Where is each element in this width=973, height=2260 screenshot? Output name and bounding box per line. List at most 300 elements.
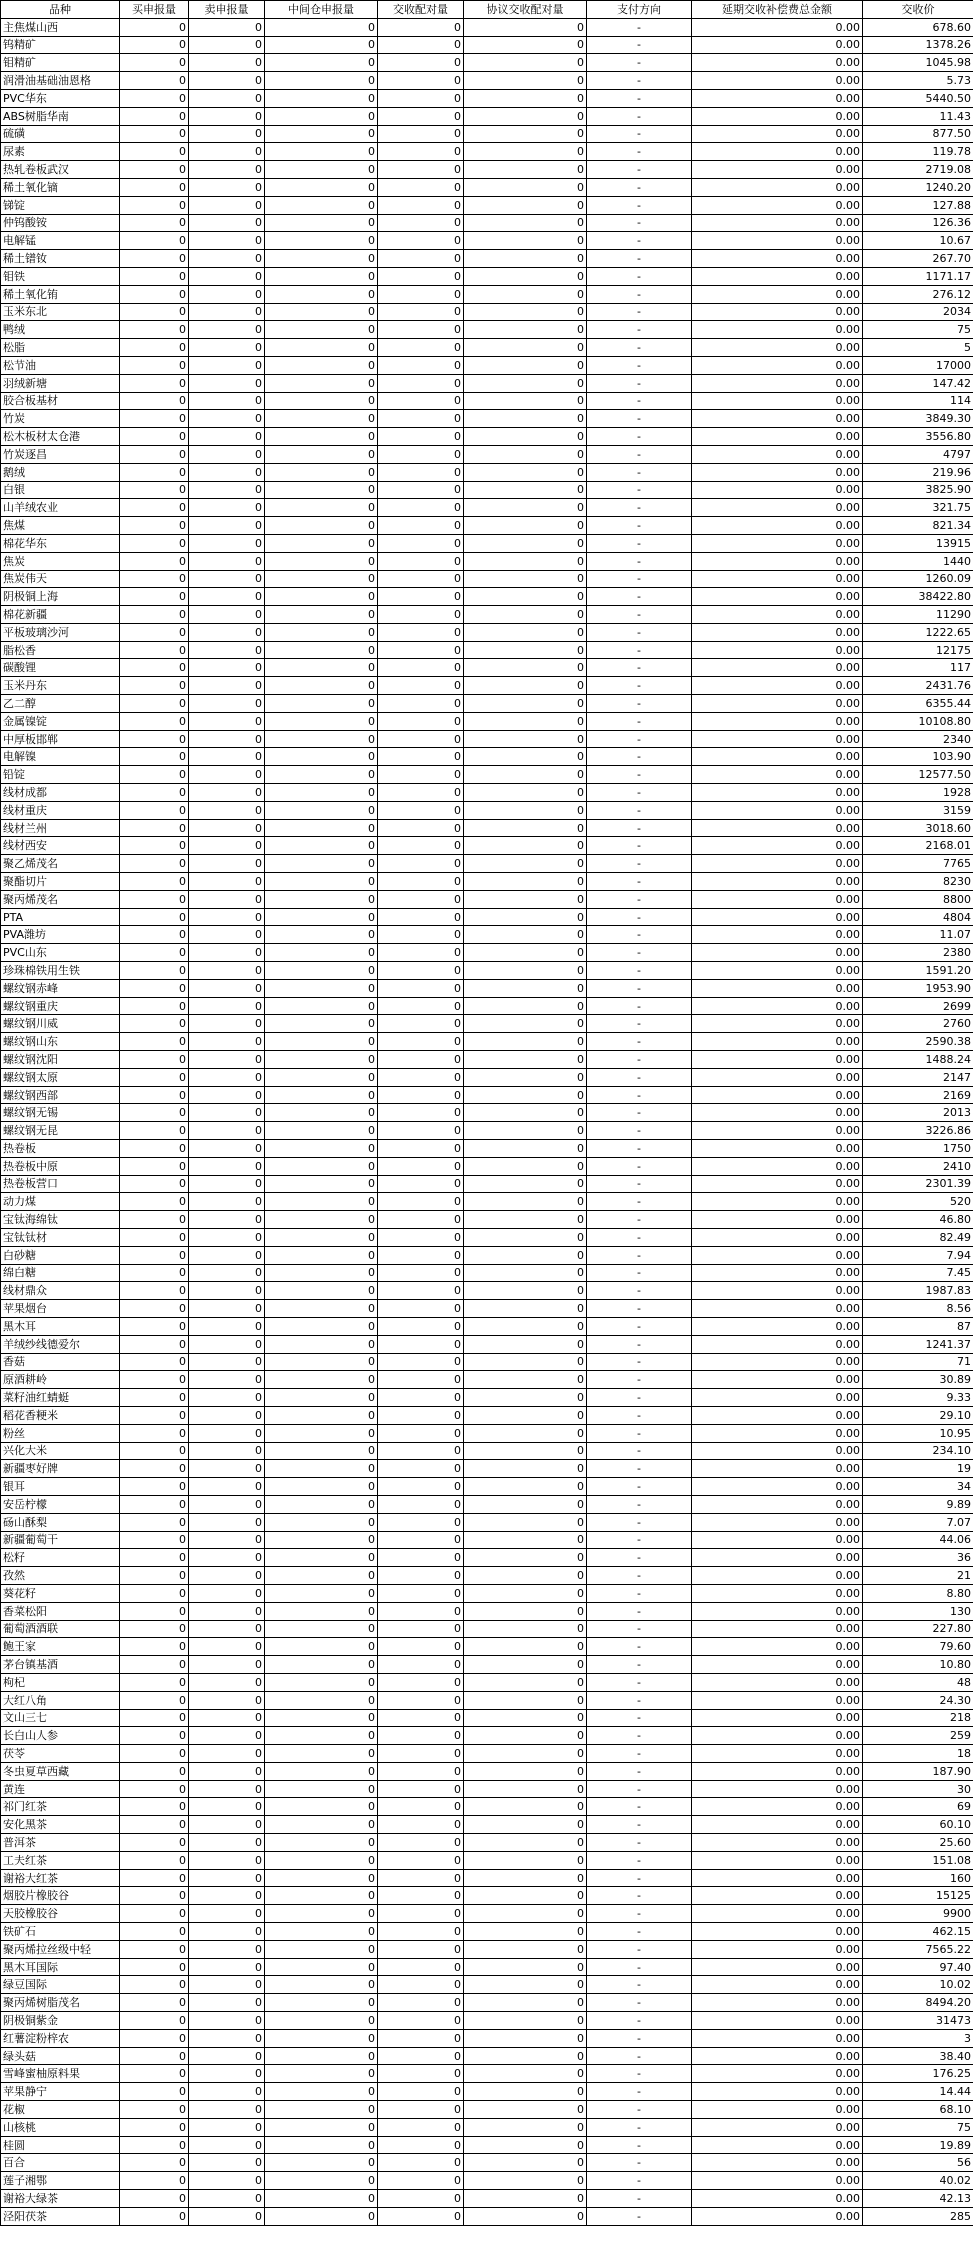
- cell-payment-direction: -: [587, 2029, 692, 2047]
- cell-deferred-compensation: 0.00: [692, 1033, 863, 1051]
- table-row: [1, 2083, 973, 2101]
- cell-variety: 螺纹钢重庆: [1, 997, 120, 1015]
- cell-delivery-matched: 0: [378, 1620, 464, 1638]
- cell-payment-direction: -: [587, 1887, 692, 1905]
- cell-agreement-matched: 0: [464, 1068, 587, 1086]
- cell-variety: 宝钛海绵钛: [1, 1211, 120, 1229]
- cell-buy-declared: 0: [120, 944, 189, 962]
- cell-intermediate-declared: 0: [265, 2136, 378, 2154]
- cell-agreement-matched: 0: [464, 356, 587, 374]
- cell-delivery-matched: 0: [378, 695, 464, 713]
- cell-intermediate-declared: 0: [265, 1086, 378, 1104]
- cell-intermediate-declared: 0: [265, 481, 378, 499]
- cell-delivery-matched: 0: [378, 570, 464, 588]
- cell-agreement-matched: 0: [464, 570, 587, 588]
- cell-delivery-price: 75: [863, 321, 973, 339]
- cell-delivery-price: 1171.17: [863, 267, 973, 285]
- cell-delivery-price: 1440: [863, 552, 973, 570]
- cell-sell-declared: 0: [189, 89, 265, 107]
- table-row: [1, 1104, 973, 1122]
- cell-delivery-matched: 0: [378, 232, 464, 250]
- cell-deferred-compensation: 0.00: [692, 89, 863, 107]
- cell-payment-direction: -: [587, 1086, 692, 1104]
- cell-buy-declared: 0: [120, 1780, 189, 1798]
- table-row: [1, 1495, 973, 1513]
- cell-sell-declared: 0: [189, 356, 265, 374]
- cell-sell-declared: 0: [189, 908, 265, 926]
- cell-delivery-price: 2410: [863, 1157, 973, 1175]
- cell-intermediate-declared: 0: [265, 250, 378, 268]
- cell-agreement-matched: 0: [464, 1709, 587, 1727]
- cell-buy-declared: 0: [120, 1584, 189, 1602]
- table-row: [1, 161, 973, 179]
- cell-buy-declared: 0: [120, 1104, 189, 1122]
- cell-variety: 绿豆国际: [1, 1976, 120, 1994]
- cell-sell-declared: 0: [189, 1264, 265, 1282]
- cell-payment-direction: -: [587, 962, 692, 980]
- cell-delivery-matched: 0: [378, 677, 464, 695]
- cell-agreement-matched: 0: [464, 944, 587, 962]
- cell-variety: PVC山东: [1, 944, 120, 962]
- cell-agreement-matched: 0: [464, 2154, 587, 2172]
- cell-intermediate-declared: 0: [265, 410, 378, 428]
- cell-variety: 苹果烟台: [1, 1300, 120, 1318]
- table-row: [1, 196, 973, 214]
- cell-payment-direction: -: [587, 1068, 692, 1086]
- cell-delivery-matched: 0: [378, 1673, 464, 1691]
- col-header-buy-declared: 买申报量: [120, 1, 189, 19]
- cell-intermediate-declared: 0: [265, 1406, 378, 1424]
- table-row: [1, 2065, 973, 2083]
- cell-delivery-price: 8.56: [863, 1300, 973, 1318]
- cell-delivery-matched: 0: [378, 1691, 464, 1709]
- cell-agreement-matched: 0: [464, 1122, 587, 1140]
- cell-deferred-compensation: 0.00: [692, 321, 863, 339]
- cell-payment-direction: -: [587, 463, 692, 481]
- cell-sell-declared: 0: [189, 926, 265, 944]
- cell-delivery-matched: 0: [378, 1282, 464, 1300]
- cell-sell-declared: 0: [189, 178, 265, 196]
- cell-variety: 羊绒纱线德爱尔: [1, 1335, 120, 1353]
- cell-delivery-matched: 0: [378, 1851, 464, 1869]
- cell-delivery-matched: 0: [378, 143, 464, 161]
- cell-delivery-matched: 0: [378, 161, 464, 179]
- cell-delivery-matched: 0: [378, 1228, 464, 1246]
- table-row: [1, 979, 973, 997]
- cell-deferred-compensation: 0.00: [692, 1620, 863, 1638]
- cell-delivery-matched: 0: [378, 766, 464, 784]
- cell-buy-declared: 0: [120, 659, 189, 677]
- cell-payment-direction: -: [587, 766, 692, 784]
- cell-intermediate-declared: 0: [265, 784, 378, 802]
- cell-buy-declared: 0: [120, 517, 189, 535]
- cell-deferred-compensation: 0.00: [692, 2207, 863, 2225]
- cell-buy-declared: 0: [120, 445, 189, 463]
- cell-deferred-compensation: 0.00: [692, 445, 863, 463]
- cell-agreement-matched: 0: [464, 1780, 587, 1798]
- cell-buy-declared: 0: [120, 873, 189, 891]
- cell-delivery-matched: 0: [378, 285, 464, 303]
- cell-agreement-matched: 0: [464, 1869, 587, 1887]
- cell-delivery-price: 1378.26: [863, 36, 973, 54]
- cell-delivery-price: 3556.80: [863, 428, 973, 446]
- cell-sell-declared: 0: [189, 659, 265, 677]
- cell-sell-declared: 0: [189, 1923, 265, 1941]
- cell-variety: 聚乙烯茂名: [1, 855, 120, 873]
- cell-intermediate-declared: 0: [265, 1531, 378, 1549]
- cell-variety: 香菜松阳: [1, 1602, 120, 1620]
- cell-deferred-compensation: 0.00: [692, 517, 863, 535]
- cell-delivery-matched: 0: [378, 1940, 464, 1958]
- cell-delivery-price: 8.80: [863, 1584, 973, 1602]
- cell-agreement-matched: 0: [464, 979, 587, 997]
- cell-sell-declared: 0: [189, 677, 265, 695]
- table-row: [1, 303, 973, 321]
- table-row: [1, 944, 973, 962]
- cell-deferred-compensation: 0.00: [692, 1371, 863, 1389]
- cell-payment-direction: -: [587, 1673, 692, 1691]
- cell-payment-direction: -: [587, 606, 692, 624]
- cell-delivery-matched: 0: [378, 801, 464, 819]
- cell-delivery-matched: 0: [378, 748, 464, 766]
- cell-delivery-price: 1953.90: [863, 979, 973, 997]
- cell-deferred-compensation: 0.00: [692, 712, 863, 730]
- cell-payment-direction: -: [587, 54, 692, 72]
- cell-variety: 棉花新疆: [1, 606, 120, 624]
- cell-intermediate-declared: 0: [265, 267, 378, 285]
- cell-buy-declared: 0: [120, 570, 189, 588]
- cell-variety: 新疆葡萄干: [1, 1531, 120, 1549]
- cell-agreement-matched: 0: [464, 1406, 587, 1424]
- cell-variety: 螺纹钢沈阳: [1, 1051, 120, 1069]
- table-row: [1, 410, 973, 428]
- cell-sell-declared: 0: [189, 214, 265, 232]
- table-row: [1, 1406, 973, 1424]
- cell-deferred-compensation: 0.00: [692, 801, 863, 819]
- table-row: [1, 250, 973, 268]
- cell-delivery-price: 219.96: [863, 463, 973, 481]
- cell-agreement-matched: 0: [464, 54, 587, 72]
- cell-intermediate-declared: 0: [265, 214, 378, 232]
- cell-payment-direction: -: [587, 72, 692, 90]
- cell-intermediate-declared: 0: [265, 178, 378, 196]
- cell-agreement-matched: 0: [464, 1424, 587, 1442]
- cell-payment-direction: -: [587, 2136, 692, 2154]
- cell-buy-declared: 0: [120, 552, 189, 570]
- cell-intermediate-declared: 0: [265, 1460, 378, 1478]
- table-row: [1, 1869, 973, 1887]
- cell-deferred-compensation: 0.00: [692, 926, 863, 944]
- table-row: [1, 143, 973, 161]
- cell-variety: 安岳柠檬: [1, 1495, 120, 1513]
- cell-buy-declared: 0: [120, 1353, 189, 1371]
- cell-payment-direction: -: [587, 2047, 692, 2065]
- cell-agreement-matched: 0: [464, 410, 587, 428]
- cell-agreement-matched: 0: [464, 1851, 587, 1869]
- col-header-agreement-matched: 协议交收配对量: [464, 1, 587, 19]
- cell-payment-direction: -: [587, 196, 692, 214]
- cell-payment-direction: -: [587, 1531, 692, 1549]
- cell-deferred-compensation: 0.00: [692, 178, 863, 196]
- cell-variety: 碳酸锂: [1, 659, 120, 677]
- cell-payment-direction: -: [587, 2065, 692, 2083]
- table-row: [1, 801, 973, 819]
- cell-delivery-price: 7.45: [863, 1264, 973, 1282]
- cell-deferred-compensation: 0.00: [692, 1068, 863, 1086]
- cell-buy-declared: 0: [120, 1068, 189, 1086]
- cell-delivery-price: 48: [863, 1673, 973, 1691]
- cell-delivery-price: 97.40: [863, 1958, 973, 1976]
- cell-payment-direction: -: [587, 1424, 692, 1442]
- cell-agreement-matched: 0: [464, 659, 587, 677]
- cell-sell-declared: 0: [189, 890, 265, 908]
- table-row: [1, 374, 973, 392]
- cell-payment-direction: -: [587, 1869, 692, 1887]
- cell-delivery-matched: 0: [378, 1122, 464, 1140]
- cell-buy-declared: 0: [120, 1246, 189, 1264]
- cell-payment-direction: -: [587, 570, 692, 588]
- cell-delivery-matched: 0: [378, 1602, 464, 1620]
- cell-buy-declared: 0: [120, 1531, 189, 1549]
- cell-variety: PVC华东: [1, 89, 120, 107]
- cell-delivery-price: 227.80: [863, 1620, 973, 1638]
- cell-payment-direction: -: [587, 712, 692, 730]
- cell-delivery-matched: 0: [378, 463, 464, 481]
- cell-intermediate-declared: 0: [265, 908, 378, 926]
- cell-agreement-matched: 0: [464, 1656, 587, 1674]
- cell-buy-declared: 0: [120, 1834, 189, 1852]
- cell-intermediate-declared: 0: [265, 1478, 378, 1496]
- table-row: [1, 2154, 973, 2172]
- table-row: [1, 1816, 973, 1834]
- cell-buy-declared: 0: [120, 1958, 189, 1976]
- cell-payment-direction: -: [587, 1495, 692, 1513]
- cell-variety: 线材成都: [1, 784, 120, 802]
- cell-deferred-compensation: 0.00: [692, 944, 863, 962]
- table-row: [1, 819, 973, 837]
- cell-delivery-price: 462.15: [863, 1923, 973, 1941]
- table-row: [1, 855, 973, 873]
- cell-variety: 焦炭: [1, 552, 120, 570]
- cell-payment-direction: -: [587, 339, 692, 357]
- cell-delivery-price: 36: [863, 1549, 973, 1567]
- cell-delivery-matched: 0: [378, 2029, 464, 2047]
- cell-deferred-compensation: 0.00: [692, 1015, 863, 1033]
- table-row: [1, 1300, 973, 1318]
- cell-deferred-compensation: 0.00: [692, 2101, 863, 2119]
- cell-sell-declared: 0: [189, 1549, 265, 1567]
- cell-delivery-matched: 0: [378, 303, 464, 321]
- table-row: [1, 1567, 973, 1585]
- cell-delivery-price: 259: [863, 1727, 973, 1745]
- cell-payment-direction: -: [587, 1745, 692, 1763]
- table-row: [1, 1638, 973, 1656]
- cell-agreement-matched: 0: [464, 2065, 587, 2083]
- cell-delivery-price: 130: [863, 1602, 973, 1620]
- cell-intermediate-declared: 0: [265, 2172, 378, 2190]
- cell-sell-declared: 0: [189, 285, 265, 303]
- cell-agreement-matched: 0: [464, 1140, 587, 1158]
- cell-intermediate-declared: 0: [265, 1140, 378, 1158]
- cell-payment-direction: -: [587, 250, 692, 268]
- col-header-variety: 品种: [1, 1, 120, 19]
- cell-buy-declared: 0: [120, 2118, 189, 2136]
- cell-intermediate-declared: 0: [265, 2154, 378, 2172]
- cell-agreement-matched: 0: [464, 1940, 587, 1958]
- cell-delivery-price: 30.89: [863, 1371, 973, 1389]
- cell-delivery-price: 5440.50: [863, 89, 973, 107]
- cell-delivery-matched: 0: [378, 1762, 464, 1780]
- cell-intermediate-declared: 0: [265, 1958, 378, 1976]
- cell-sell-declared: 0: [189, 392, 265, 410]
- cell-agreement-matched: 0: [464, 623, 587, 641]
- cell-delivery-price: 13915: [863, 534, 973, 552]
- cell-payment-direction: -: [587, 2154, 692, 2172]
- cell-variety: 孜然: [1, 1567, 120, 1585]
- table-row: [1, 1157, 973, 1175]
- cell-variety: 电解镍: [1, 748, 120, 766]
- table-row: [1, 908, 973, 926]
- cell-sell-declared: 0: [189, 2065, 265, 2083]
- cell-sell-declared: 0: [189, 2118, 265, 2136]
- cell-variety: 螺纹钢川威: [1, 1015, 120, 1033]
- cell-delivery-matched: 0: [378, 2101, 464, 2119]
- cell-agreement-matched: 0: [464, 873, 587, 891]
- cell-delivery-matched: 0: [378, 1104, 464, 1122]
- cell-delivery-price: 2169: [863, 1086, 973, 1104]
- cell-buy-declared: 0: [120, 997, 189, 1015]
- cell-agreement-matched: 0: [464, 2172, 587, 2190]
- cell-variety: 竹炭逐昌: [1, 445, 120, 463]
- table-row: [1, 1122, 973, 1140]
- cell-delivery-price: 8230: [863, 873, 973, 891]
- cell-agreement-matched: 0: [464, 588, 587, 606]
- table-row: [1, 837, 973, 855]
- cell-delivery-matched: 0: [378, 606, 464, 624]
- cell-delivery-matched: 0: [378, 2118, 464, 2136]
- col-header-delivery-price: 交收价: [863, 1, 973, 19]
- table-row: [1, 1211, 973, 1229]
- cell-delivery-matched: 0: [378, 2047, 464, 2065]
- cell-variety: 热轧卷板武汉: [1, 161, 120, 179]
- cell-delivery-price: 2380: [863, 944, 973, 962]
- cell-buy-declared: 0: [120, 784, 189, 802]
- cell-delivery-price: 40.02: [863, 2172, 973, 2190]
- cell-payment-direction: -: [587, 1442, 692, 1460]
- cell-sell-declared: 0: [189, 1157, 265, 1175]
- cell-agreement-matched: 0: [464, 1923, 587, 1941]
- cell-variety: 仲钨酸铵: [1, 214, 120, 232]
- cell-sell-declared: 0: [189, 1976, 265, 1994]
- cell-variety: 聚丙烯拉丝级中轻: [1, 1940, 120, 1958]
- cell-payment-direction: -: [587, 428, 692, 446]
- cell-deferred-compensation: 0.00: [692, 997, 863, 1015]
- cell-sell-declared: 0: [189, 2012, 265, 2030]
- cell-delivery-matched: 0: [378, 1513, 464, 1531]
- cell-sell-declared: 0: [189, 1015, 265, 1033]
- cell-variety: 兴化大米: [1, 1442, 120, 1460]
- table-row: [1, 2190, 973, 2208]
- cell-buy-declared: 0: [120, 534, 189, 552]
- cell-deferred-compensation: 0.00: [692, 819, 863, 837]
- cell-delivery-matched: 0: [378, 730, 464, 748]
- cell-payment-direction: -: [587, 1549, 692, 1567]
- cell-payment-direction: -: [587, 552, 692, 570]
- cell-intermediate-declared: 0: [265, 1834, 378, 1852]
- cell-variety: 大红八角: [1, 1691, 120, 1709]
- cell-sell-declared: 0: [189, 1104, 265, 1122]
- cell-intermediate-declared: 0: [265, 72, 378, 90]
- cell-buy-declared: 0: [120, 623, 189, 641]
- table-row: [1, 1620, 973, 1638]
- cell-buy-declared: 0: [120, 1122, 189, 1140]
- cell-deferred-compensation: 0.00: [692, 1780, 863, 1798]
- cell-agreement-matched: 0: [464, 285, 587, 303]
- cell-deferred-compensation: 0.00: [692, 766, 863, 784]
- cell-delivery-matched: 0: [378, 499, 464, 517]
- cell-agreement-matched: 0: [464, 1549, 587, 1567]
- table-row: [1, 1051, 973, 1069]
- cell-deferred-compensation: 0.00: [692, 784, 863, 802]
- cell-buy-declared: 0: [120, 1228, 189, 1246]
- cell-sell-declared: 0: [189, 1033, 265, 1051]
- cell-delivery-price: 9.33: [863, 1389, 973, 1407]
- table-row: [1, 1478, 973, 1496]
- cell-deferred-compensation: 0.00: [692, 1460, 863, 1478]
- cell-deferred-compensation: 0.00: [692, 1353, 863, 1371]
- cell-delivery-matched: 0: [378, 445, 464, 463]
- cell-intermediate-declared: 0: [265, 1905, 378, 1923]
- cell-deferred-compensation: 0.00: [692, 837, 863, 855]
- table-row: [1, 2012, 973, 2030]
- cell-buy-declared: 0: [120, 2012, 189, 2030]
- cell-buy-declared: 0: [120, 1513, 189, 1531]
- cell-deferred-compensation: 0.00: [692, 1157, 863, 1175]
- cell-variety: 葡萄酒酒联: [1, 1620, 120, 1638]
- cell-delivery-price: 2590.38: [863, 1033, 973, 1051]
- cell-sell-declared: 0: [189, 445, 265, 463]
- cell-deferred-compensation: 0.00: [692, 392, 863, 410]
- cell-variety: 锑锭: [1, 196, 120, 214]
- cell-variety: 菜籽油红蜻蜓: [1, 1389, 120, 1407]
- table-row: [1, 178, 973, 196]
- cell-deferred-compensation: 0.00: [692, 356, 863, 374]
- cell-deferred-compensation: 0.00: [692, 1051, 863, 1069]
- cell-deferred-compensation: 0.00: [692, 214, 863, 232]
- cell-agreement-matched: 0: [464, 2101, 587, 2119]
- cell-deferred-compensation: 0.00: [692, 1887, 863, 1905]
- cell-payment-direction: -: [587, 1656, 692, 1674]
- cell-agreement-matched: 0: [464, 1834, 587, 1852]
- cell-sell-declared: 0: [189, 1620, 265, 1638]
- cell-payment-direction: -: [587, 1958, 692, 1976]
- cell-variety: 中厚板邯郸: [1, 730, 120, 748]
- cell-sell-declared: 0: [189, 1495, 265, 1513]
- cell-agreement-matched: 0: [464, 2136, 587, 2154]
- cell-delivery-matched: 0: [378, 1584, 464, 1602]
- cell-delivery-matched: 0: [378, 962, 464, 980]
- cell-variety: 稀土氧化镝: [1, 178, 120, 196]
- cell-delivery-price: 15125: [863, 1887, 973, 1905]
- cell-delivery-matched: 0: [378, 2083, 464, 2101]
- cell-sell-declared: 0: [189, 1140, 265, 1158]
- cell-payment-direction: -: [587, 695, 692, 713]
- cell-deferred-compensation: 0.00: [692, 1958, 863, 1976]
- cell-buy-declared: 0: [120, 1851, 189, 1869]
- cell-sell-declared: 0: [189, 36, 265, 54]
- cell-intermediate-declared: 0: [265, 1976, 378, 1994]
- cell-agreement-matched: 0: [464, 1317, 587, 1335]
